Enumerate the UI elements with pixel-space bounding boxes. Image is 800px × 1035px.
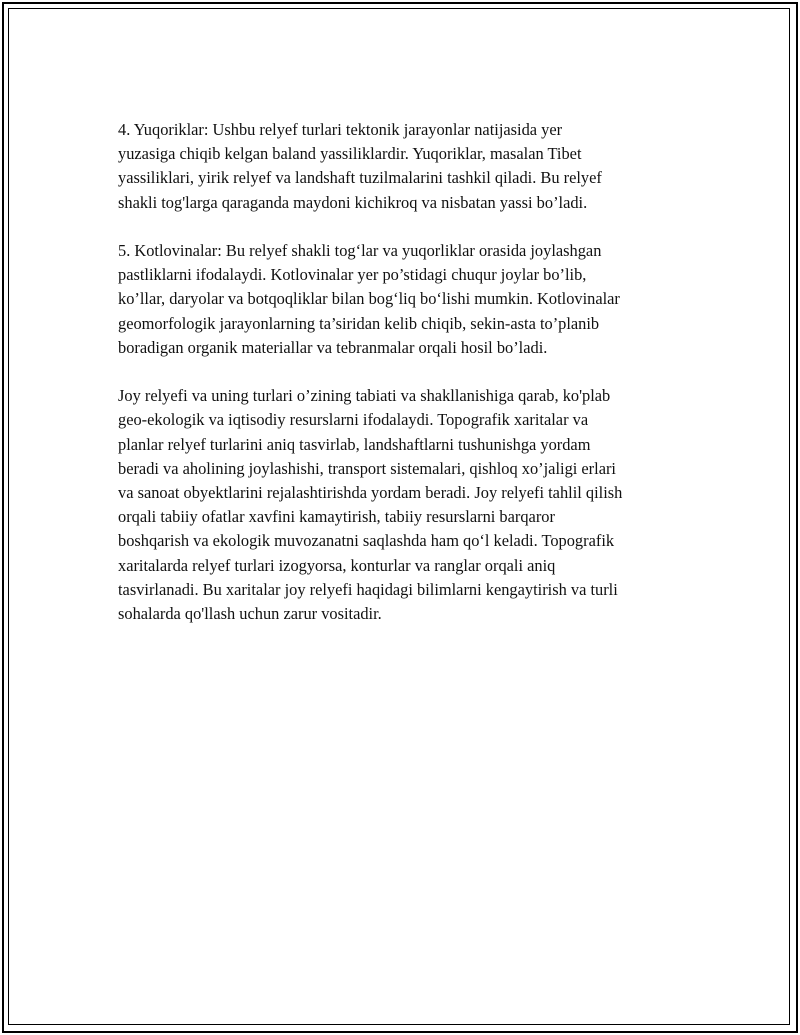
text-line: pastliklarni ifodalaydi. Kotlovinalar yer po’stidagi chuqur joylar bo’lib, (118, 265, 587, 285)
text-line: xaritalarda relyef turlari izogyorsa, konturlar va ranglar orqali aniq (118, 555, 556, 575)
text-line: ko’llar, daryolar va botqoqliklar bilan bog‘liq bo‘lishi mumkin. Kotlovinalar (118, 289, 620, 309)
text-line: yassiliklari, yirik relyef va landshaft tuzilmalarini tashkil qiladi. Bu relyef (118, 168, 602, 188)
text-line: yuzasiga chiqib kelgan baland yassiliklardir. Yuqoriklar, masalan Tibet (118, 144, 582, 164)
text-line: shakli tog'larga qaraganda maydoni kichikroq va nisbatan yassi bo’ladi. (118, 192, 588, 212)
text-line: 4. Yuqoriklar: Ushbu relyef turlari tektonik jarayonlar natijasida yer (118, 120, 563, 139)
text-line: geo-ekologik va iqtisodiy resurslarni ifodalaydi. Topografik xaritalar va (118, 410, 589, 430)
text-line: Joy relyefi va uning turlari o’zining tabiati va shakllanishiga qarab, ko'plab (118, 386, 611, 406)
text-line: planlar relyef turlarini aniq tasvirlab, landshaftlarni tushunishga yordam (118, 434, 591, 454)
paragraph-kotlovinalar (118, 239, 688, 360)
text-line: sohalarda qo'llash uchun zarur vositadir. (118, 604, 382, 624)
paragraph-yuqoriklar (118, 118, 688, 215)
text-line: beradi va aholining joylashishi, transport sistemalari, qishloq xo’jaligi erlari (118, 458, 616, 478)
text-line: boradigan organik materiallar va tebranmalar orqali hosil bo’ladi. (118, 337, 548, 357)
text-line: tasvirlanadi. Bu xaritalar joy relyefi haqidagi bilimlarni kengaytirish va turli (118, 579, 618, 599)
text-line: orqali tabiiy ofatlar xavfini kamaytirish, tabiiy resurslarni barqaror (118, 507, 555, 527)
document-body (118, 118, 688, 650)
paragraph-joy-relyefi (118, 384, 688, 626)
text-line: 5. Kotlovinalar: Bu relyef shakli tog‘lar va yuqorliklar orasida joylashgan (118, 241, 602, 260)
text-line: va sanoat obyektlarini rejalashtirishda yordam beradi. Joy relyefi tahlil qilish (118, 483, 623, 503)
text-line: geomorfologik jarayonlarning ta’siridan kelib chiqib, sekin-asta to’planib (118, 313, 600, 333)
text-line: boshqarish va ekologik muvozanatni saqlashda ham qo‘l keladi. Topografik (118, 531, 615, 551)
